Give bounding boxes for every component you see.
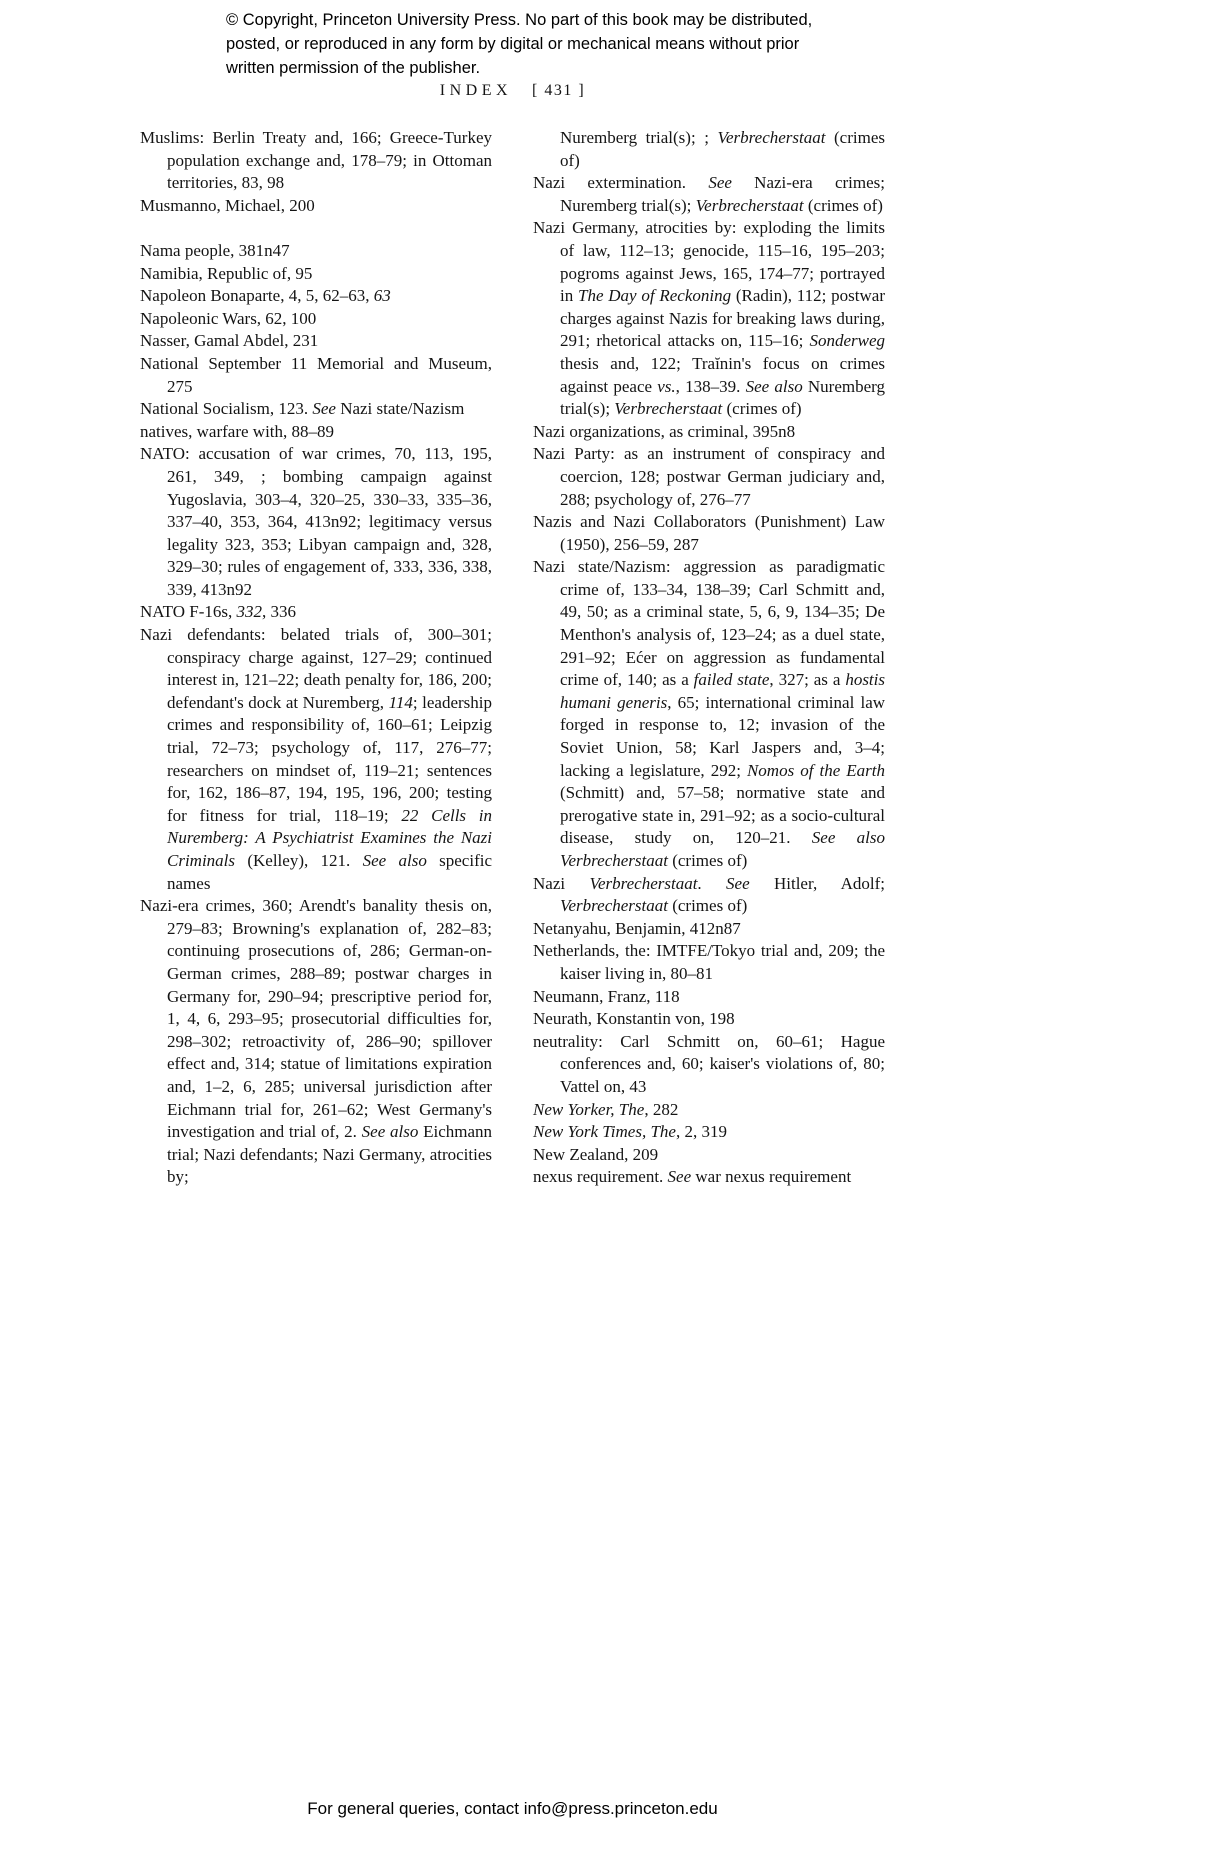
entry-text-run: Nuremberg trial(s); [560,376,886,419]
entry-text-run: (crimes of) [722,399,802,419]
entry-text-run: , 282 [644,1099,679,1119]
entry-text-run: Nazi organizations, as criminal, 395n8 [533,421,796,441]
entry-text-run: natives, warfare with, 88–89 [140,421,335,441]
entry-text-run: nexus requirement. [533,1167,668,1187]
entry-text-run: Muslims: Berlin Treaty and, 166; Greece-Turkey population exchange and, 178–79; in Ottoman territories, 83, 98 [140,128,492,193]
entry-text-run: Nuremberg trial(s); ; [560,128,718,147]
entry-text-run: See also [362,851,427,870]
entry-text-run: Nasser, Gamal Abdel, 231 [140,331,319,351]
index-entry [533,511,885,556]
entry-text-run: See [708,173,732,193]
entry-text-run: NATO: accusation of war crimes, 70, 113, 195, 261, 349, ; bombing campaign against Yugoslavia, 303–4, 320–25, 330–33, 335–36, 337–40, 353, 364, 413n92; legitimacy versus legality 323, 353; Libyan campaign and, 328, 329–30; rules of engagement of, 333, 336, 338, 339, 413n92 [140,444,492,599]
entry-text-run: Eichmann trial; Nazi defendants; Nazi Germany, atrocities by; [167,1122,493,1187]
entry-text-run: Musmanno, Michael, 200 [140,195,315,215]
entry-text-run: neutrality: Carl Schmitt on, 60–61; Hague conferences and, 60; kaiser's violations of, 80; Vattel on, 43 [533,1031,885,1096]
entry-text-run: (Kelley), 121. [235,851,363,870]
entry-text-run: National September 11 Memorial and Museum, 275 [140,353,492,396]
entry-text-run: Neurath, Konstantin von, 198 [533,1009,735,1029]
entry-text-run: Verbrecherstaat [589,873,698,893]
entry-text-run: See [726,873,750,893]
index-entry [533,1099,885,1122]
index-entry [140,127,492,195]
entry-text-run: See also [745,376,803,396]
index-entry [533,1166,885,1189]
entry-text-run: NATO F-16s, [140,602,237,622]
entry-text-run: Nazi-era crimes, 360; Arendt's banality thesis on, 279–83; Browning's explanation of, 282–83; continuing prosecutions of, 286; German-on-German crimes, 288–89; postwar charges in Germany for, 290–94; prescriptive period for, 1, 4, 6, 293–95; prosecutorial difficulties for, 298–302; retroactivity of, 286–90; spillover effect and, 314; statue of limitations expiration and, 1–2, 6, 285; universal jurisdiction after Eichmann trial for, 261–62; West Germany's investigation and trial of, 2. [140,896,492,1142]
entry-text-run: Verbrecherstaat [560,896,668,916]
entry-text-run: Nazi-era crimes; Nuremberg trial(s); [560,173,885,215]
page-header [140,82,885,100]
index-entry [140,895,492,1189]
index-entry [533,1031,885,1099]
entry-text-run: Napoleonic Wars, 62, 100 [140,308,317,328]
index-entry [533,443,885,511]
entry-text-run: Netanyahu, Benjamin, 412n87 [533,918,741,938]
index-column-left [140,127,492,1189]
copyright-notice: © Copyright, Princeton University Press. No part of this book may be distributed, posted, or reproduced in any form by digital or mechanical means without prior written permission of the publisher. [226,11,813,77]
entry-text-run: See [667,1167,692,1187]
page-number: [ 431 ] [532,82,586,99]
index-entry [140,398,492,421]
entry-text-run: ; leadership crimes and responsibility of, 160–61; Leipzig trial, 72–73; psychology of, 117, 276–77; researchers on mindset of, 119–21; sentences for, 162, 186–87, 194, 195, 196, 200; testing for fitness for trial, 118–19; [167,692,492,825]
entry-text-run: Nazi state/Nazism [335,399,465,419]
entry-text-run: Nazi defendants: belated trials of, 300–301; conspiracy charge against, 127–29; continued interest in, 121–22; death penalty for, 186, 200; defendant's dock at Nuremberg, [140,625,492,712]
entry-text-run: , 2, 319 [675,1122,727,1142]
contact-email: info@press.princeton.edu [523,1799,718,1818]
index-entry [533,940,885,985]
index-entry [140,263,492,286]
entry-text-run: (crimes of) [667,896,748,916]
entry-text-run: National Socialism, 123. [140,399,313,419]
footer-text: For general queries, contact [307,1799,524,1818]
entry-text-run: Nomos of the Earth [746,760,885,780]
footer-queries-line [140,1799,885,1819]
entry-text-run: (crimes of) [560,128,885,170]
index-entry [533,127,885,172]
entry-text-run: New York Times, The [533,1122,676,1142]
index-entry [140,443,492,601]
entry-text-run: 22 Cells in Nuremberg: A Psychiatrist Examines the Nazi Criminals [167,805,492,870]
entry-text-run: (crimes of) [803,195,883,215]
entry-text-run: See also [361,1122,419,1142]
index-entry [140,240,492,263]
index-title: INDEX [439,82,513,99]
entry-text-run: (Radin), 112; postwar charges against Nazis for breaking laws during, 291; rhetorical attacks on, 115–16; [560,286,885,351]
entry-text-run: 332 [236,602,263,622]
index-entry [533,873,885,918]
entry-text-run: Hitler, Adolf; [749,873,886,893]
entry-text-run: war nexus requirement [691,1167,852,1187]
entry-text-run: Nazi extermination. [533,173,709,193]
index-entry [140,285,492,308]
entry-text-run: thesis and, 122; Traĭnin's focus on crimes against peace [560,353,885,396]
index-entry [533,421,885,444]
entry-text-run: Nazi Germany, atrocities by: exploding the limits of law, 112–13; genocide, 115–16, 195–203; pogroms against Jews, 165, 174–77; portrayed in [533,218,885,306]
index-columns [140,127,885,1189]
index-entry [533,986,885,1009]
entry-text-run: Netherlands, the: IMTFE/Tokyo trial and, 209; the kaiser living in, 80–81 [533,941,885,983]
entry-text-run: 63 [373,286,391,306]
entry-text-run: (Schmitt) and, 57–58; normative state and prerogative state in, 291–92; as a socio-cultural disease, study on, 120–21. [560,783,885,848]
entry-text-run: Verbrecherstaat [614,399,723,419]
entry-text-run: , 327; as a [769,670,846,690]
index-entry [533,918,885,941]
entry-text-run: Sonderweg [809,331,885,351]
index-column-right [533,127,885,1189]
entry-text-run: vs. [657,376,676,396]
entry-text-run: hostis humani generis [560,670,885,712]
entry-text-run: The Day of Reckoning [578,286,732,306]
index-entry [140,353,492,398]
entry-text-run: Nama people, 381n47 [140,240,290,260]
entry-text-run: New Yorker, The [533,1099,645,1119]
index-entry [533,556,885,872]
entry-text-run: failed state [693,670,770,690]
index-entry [140,308,492,331]
index-entry [140,195,492,218]
entry-text-run: , 138–39. [675,376,746,396]
index-entry [533,172,885,217]
entry-text-run: specific names [167,851,493,893]
entry-text-run: (crimes of) [667,851,748,870]
index-entry [140,421,492,444]
entry-text-run: Namibia, Republic of, 95 [140,263,313,283]
entry-text-run: Nazis and Nazi Collaborators (Punishment) Law (1950), 256–59, 287 [533,512,885,554]
entry-text-run: Verbrecherstaat [695,195,804,215]
entry-text-run: See also Verbrecherstaat [560,828,885,870]
entry-text-run: Nazi [533,873,590,893]
entry-text-run: See [312,399,336,419]
index-entry [140,330,492,353]
index-entry [533,1121,885,1144]
index-entry [140,624,492,895]
entry-text-run: , 336 [262,602,297,622]
entry-text-run: New Zealand, 209 [533,1144,659,1164]
index-entry [533,217,885,420]
entry-text-run: Nazi Party: as an instrument of conspiracy and coercion, 128; postwar German judiciary and, 288; psychology of, 276–77 [533,444,885,509]
entry-text-run: 114 [388,692,413,712]
entry-text-run: , 65; international criminal law forged in response to, 12; invasion of the Soviet Union, 58; Karl Jaspers and, 3–4; lacking a legislature, 292; [560,692,886,780]
entry-text-run: Nazi state/Nazism: aggression as paradigmatic crime of, 133–34, 138–39; Carl Schmitt and, 49, 50; as a criminal state, 5, 6, 9, 134–35; De Menthon's analysis of, 123–24; as a duel state, 291–92; Ećer on aggression as fundamental crime of, 140; as a [533,557,885,690]
entry-text-run: Neumann, Franz, 118 [533,986,680,1006]
index-entry [140,601,492,624]
entry-text-run: Verbrecherstaat [717,128,826,147]
index-entry [533,1144,885,1167]
entry-text-run: . [697,873,727,893]
index-entry [533,1008,885,1031]
entry-text-run: Napoleon Bonaparte, 4, 5, 62–63, [140,286,374,306]
